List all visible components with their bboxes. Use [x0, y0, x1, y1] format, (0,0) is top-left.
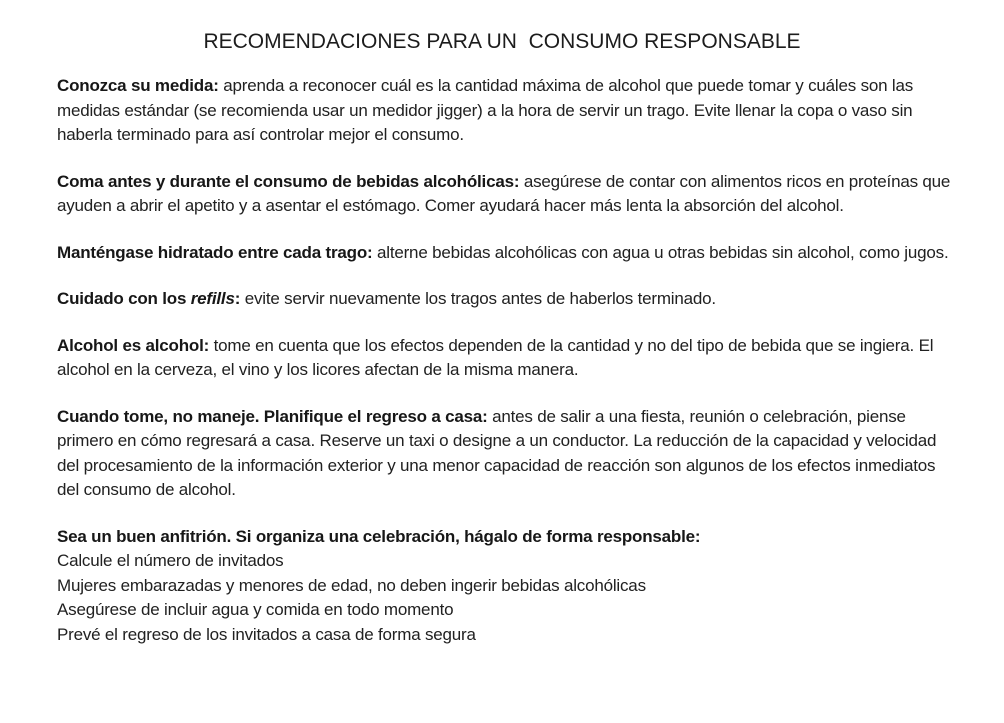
- tip-line: Prevé el regreso de los invitados a casa de forma segura: [57, 624, 476, 644]
- tip-line: Asegúrese de incluir agua y comida en todo momento: [57, 600, 454, 619]
- paragraph-body-text: asegúrese de contar con alimentos ricos en proteínas que ayuden a abrir el apetito y a asentar el estómago. Comer ayudará hacer más lenta la absorción del alcohol.: [57, 171, 951, 215]
- document-body: [57, 74, 954, 647]
- lead-text: Coma antes y durante el consumo de bebidas alcohólicas:: [57, 171, 520, 191]
- paragraph-cuidado-refills: [57, 287, 954, 312]
- paragraph-buen-anfitrion: [57, 525, 954, 648]
- lead-text: Cuando tome, no maneje. Planifique el regreso a casa:: [57, 406, 488, 426]
- tip-line: Calcule el número de invitados: [57, 551, 284, 570]
- paragraph-cuando-tome-no-maneje: [57, 405, 954, 503]
- lead-italic-text: refills: [190, 289, 235, 308]
- paragraph-lead: [57, 172, 519, 191]
- paragraph-body-text: alterne bebidas alcohólicas con agua u otras bebidas sin alcohol, como jugos.: [372, 242, 949, 262]
- lead-text: Alcohol es alcohol:: [57, 335, 210, 355]
- paragraph-alcohol-es-alcohol: [57, 334, 954, 383]
- paragraph-mantengase-hidratado: [57, 241, 954, 266]
- lead-end-text: :: [234, 289, 241, 308]
- paragraph-lead: Sea un buen anfitrión. Si organiza una celebración, hágalo de forma responsable:: [57, 526, 701, 546]
- paragraph-conozca-su-medida: [57, 74, 954, 148]
- paragraph-body-text: antes de salir a una fiesta, reunión o celebración, piense primero en cómo regresará a casa. Reserve un taxi o designe a un conductor. La reducción de la capacidad y velocidad del procesamiento de la información exterior y una menor capacidad de reacción son algunos de los efectos inmediatos del consumo de alcohol.: [57, 406, 937, 499]
- paragraph-body-text: aprenda a reconocer cuál es la cantidad máxima de alcohol que puede tomar y cuáles son las medidas estándar (se recomienda usar un medidor jigger) a la hora de servir un trago. Evite llenar la copa o vaso sin haberla terminado para así controlar mejor el consumo.: [57, 76, 914, 144]
- paragraph-lead: [57, 407, 488, 426]
- paragraph-body-text: tome en cuenta que los efectos dependen de la cantidad y no del tipo de bebida que se ingiera. El alcohol en la cerveza, el vino y los licores afectan de la misma manera.: [57, 335, 934, 379]
- paragraph-lead: [57, 289, 240, 308]
- lead-text: Conozca su medida:: [57, 76, 219, 95]
- paragraph-lead: [57, 336, 209, 355]
- paragraph-lead: [57, 243, 372, 262]
- lead-text: Manténgase hidratado entre cada trago:: [57, 242, 373, 262]
- tip-line: Mujeres embarazadas y menores de edad, no deben ingerir bebidas alcohólicas: [57, 575, 646, 595]
- lead-text: Cuidado con los: [57, 289, 191, 308]
- paragraph-lead: [57, 76, 219, 95]
- paragraph-body-text: evite servir nuevamente los tragos antes de haberlos terminado.: [240, 289, 716, 308]
- document-title: RECOMENDACIONES PARA UN CONSUMO RESPONSABLE: [203, 30, 801, 53]
- paragraph-coma-antes: [57, 170, 954, 219]
